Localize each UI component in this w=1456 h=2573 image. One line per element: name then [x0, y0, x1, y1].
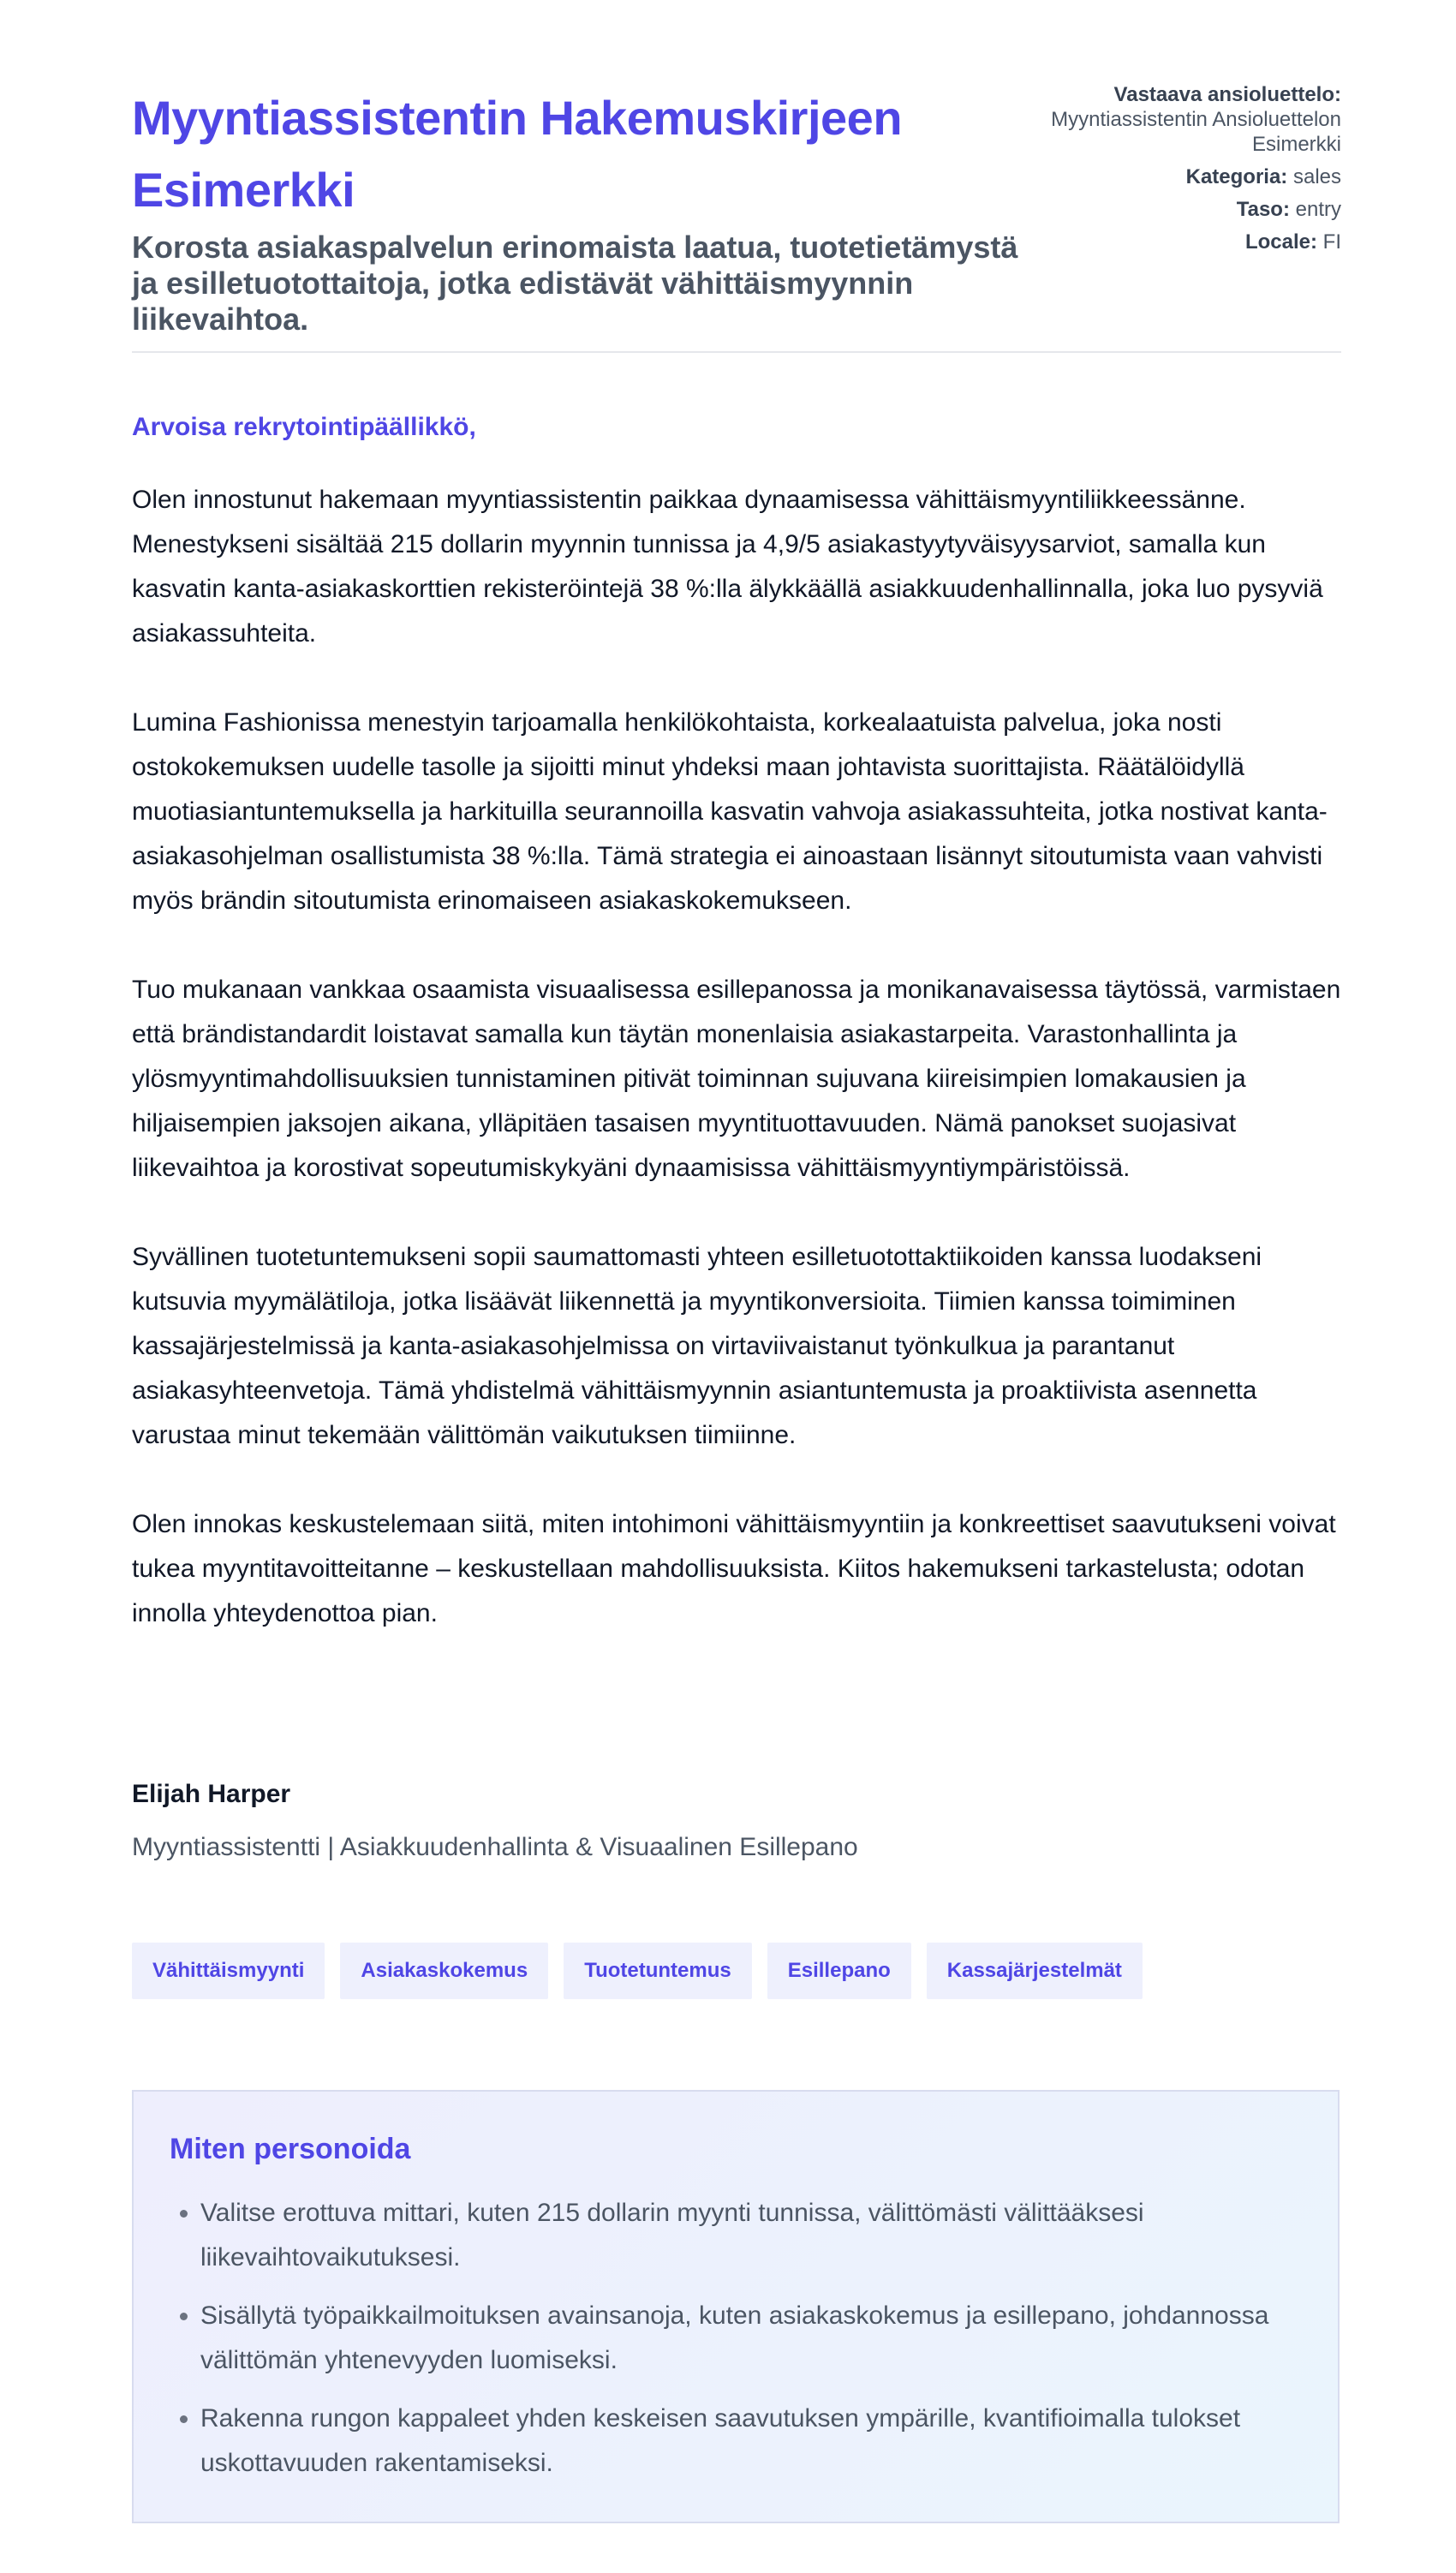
tip-item: • Sisällytä työpaikkailmoituksen avainsanoja, kuten asiakaskokemus ja esillepano, johdannossa välittömän yhtenevyyden luomiseksi.: [200, 2294, 1331, 2383]
letter-paragraph: Tuo mukanaan vankkaa osaamista visuaalisessa esillepanossa ja monikanavaisessa täytössä, varmistaen että brändistandardit loistavat samalla kun täytän monenlaisia asiakastarpeita. Varastonhallinta ja ylösmyyntimahdollisuuksien tunnistaminen pitivät toiminnan sujuvana kiireisimpien lomakausien ja hiljaisempien jaksojen aikana, ylläpitäen tasaisen myyntituottavuuden. Nämä panokset suojasivat liikevaihtoa ja korostivat sopeutumiskykyäni dynaamisissa vähittäismyyntiympäristöissä.: [132, 976, 1341, 1182]
letter-body: [132, 478, 1348, 1681]
meta-level: [1050, 197, 1341, 222]
skill-tags: [132, 1943, 1143, 1999]
letter-paragraph: Syvällinen tuotetuntemukseni sopii saumattomasti yhteen esilletuotottaktiikoiden kanssa luodakseni kutsuvia myymälätiloja, jotka lisäävät liikennettä ja myyntikonversioita. Tiimien kanssa toimiminen kassajärjestelmissä ja kanta-asiakasohjelmissa on virtaviivaistanut työnkulkua ja parantanut asiakasyhteenvetoja. Tämä yhdistelmä vähittäismyynnin asiantuntemusta ja proaktiivista asennetta varustaa minut tekemään välittömän vaikutuksen tiimiinne.: [132, 1243, 1262, 1449]
personalization-tips-box: [132, 2090, 1340, 2523]
meta-resume: [1050, 82, 1341, 157]
meta-category: [1050, 164, 1341, 189]
meta-locale-value: FI: [1322, 230, 1341, 254]
meta-locale-key: Locale:: [1244, 230, 1317, 254]
meta-locale: [1050, 230, 1341, 254]
signature-name: Elijah Harper: [132, 1780, 291, 1808]
letter-paragraph: Olen innokas keskustelemaan siitä, miten intohimoni vähittäismyyntiin ja konkreettiset saavutukseni voivat tukea myyntitavoitteitanne – keskustellaan mahdollisuuksista. Kiitos hakemukseni tarkastelusta; odotan innolla yhteydenottoa pian.: [132, 1510, 1336, 1627]
header-divider: [132, 351, 1341, 353]
skill-tag[interactable]: Tuotetuntemus: [564, 1943, 752, 1999]
letter-paragraph: Olen innostunut hakemaan myyntiassistentin paikkaa dynaamisessa vähittäismyyntiliikkeessänne. Menestykseni sisältää 215 dollarin myynnin tunnissa ja 4,9/5 asiakastyytyväisyysarviot, samalla kun kasvatin kanta-asiakaskorttien rekisteröintejä 38 %:lla älykkäällä asiakkuudenhallinnalla, joka luo pysyviä asiakassuhteita.: [132, 486, 1323, 648]
page-title: Myyntiassistentin Hakemuskirjeen Esimerkki: [132, 91, 903, 217]
meta-category-key: Kategoria:: [1185, 165, 1288, 188]
signature-role: Myyntiassistentti | Asiakkuudenhallinta & Visuaalinen Esillepano: [132, 1833, 858, 1861]
metadata-panel: [1050, 82, 1341, 337]
letter-salutation: Arvoisa rekrytointipäällikkö,: [132, 413, 476, 441]
tip-item: • Valitse erottuva mittari, kuten 215 dollarin myynti tunnissa, välittömästi välittääksesi liikevaihtovaikutuksesi.: [200, 2191, 1331, 2280]
letter-paragraph: Lumina Fashionissa menestyin tarjoamalla henkilökohtaista, korkealaatuista palvelua, joka nosti ostokokemuksen uudelle tasolle ja sijoitti minut yhdeksi maan johtavista suorittajista. Räätälöidyllä muotiasiantuntemuksella ja harkituilla seurannoilla kasvatin vahvoja asiakassuhteita, jotka nostivat kanta-asiakasohjelman osallistumista 38 %:lla. Tämä strategia ei ainoastaan lisännyt sitoutumista vaan vahvisti myös brändin sitoutumista erinomaiseen asiakaskokemukseen.: [132, 708, 1328, 915]
meta-category-value: sales: [1292, 165, 1341, 188]
tips-list: [170, 2191, 1331, 2499]
tips-heading: Miten personoida: [170, 2133, 411, 2165]
page-subtitle: Korosta asiakaspalvelun erinomaista laatua, tuotetietämystä ja esilletuotottaitoja, jotka edistävät vähittäismyynnin liikevaihtoa.: [132, 230, 1018, 337]
meta-level-value: entry: [1295, 198, 1341, 221]
skill-tag[interactable]: Vähittäismyynti: [132, 1943, 325, 1999]
skill-tag[interactable]: Esillepano: [767, 1943, 911, 1999]
meta-resume-key: Vastaava ansioluettelo:: [1113, 83, 1341, 106]
meta-level-key: Taso:: [1236, 198, 1290, 221]
skill-tag[interactable]: Kassajärjestelmät: [927, 1943, 1143, 1999]
meta-resume-value[interactable]: Myyntiassistentin Ansioluettelon Esimerkki: [1051, 108, 1341, 156]
title-block: [132, 82, 1023, 337]
skill-tag[interactable]: Asiakaskokemus: [340, 1943, 548, 1999]
document-header: [132, 82, 1341, 337]
tip-item: • Rakenna rungon kappaleet yhden keskeisen saavutuksen ympärille, kvantifioimalla tulokset uskottavuuden rakentamiseksi.: [200, 2397, 1331, 2486]
